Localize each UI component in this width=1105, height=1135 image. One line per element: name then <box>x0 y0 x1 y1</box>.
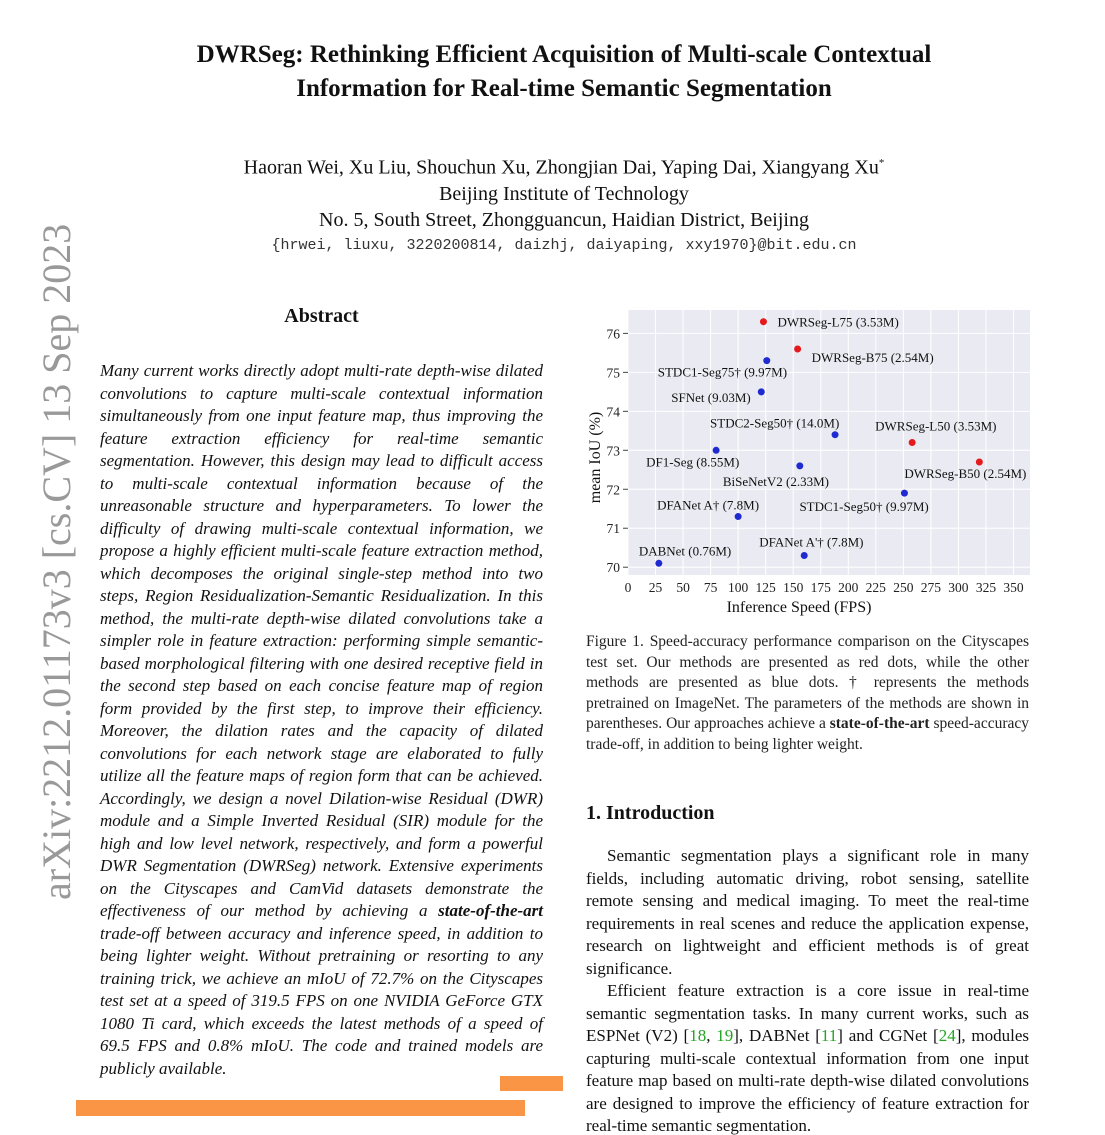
data-point <box>801 552 808 559</box>
data-label: DWRSeg-B75 (2.54M) <box>811 349 934 365</box>
data-label: DFANet A† (7.8M) <box>657 497 760 513</box>
x-tick-label: 125 <box>755 580 776 595</box>
data-label: DWRSeg-L75 (3.53M) <box>777 314 899 330</box>
data-label: STDC1-Seg75† (9.97M) <box>657 364 788 380</box>
y-tick-label: 70 <box>606 560 620 576</box>
intro-paragraph-1: Semantic segmentation plays a significant role in many fields, including automatic driving, robot sensing, satellite remote sensing and medical imaging. To meet the real-time requirements in real scenes and reduce the application expense, research on lightweight and efficient methods is of great significance. <box>586 846 1029 978</box>
data-label: DF1-Seg (8.55M) <box>646 454 740 470</box>
data-point <box>713 447 720 454</box>
y-tick-label: 76 <box>606 326 620 342</box>
data-label: DWRSeg-L50 (3.53M) <box>875 418 997 434</box>
caption-bold-phrase: state-of-the-art <box>829 715 930 732</box>
data-label: DABNet (0.76M) <box>638 543 732 559</box>
x-axis-label: Inference Speed (FPS) <box>726 599 872 616</box>
caption-label: Figure 1. <box>586 633 644 650</box>
section-heading: 1. Introduction <box>586 802 715 824</box>
x-tick-label: 25 <box>648 580 663 595</box>
x-tick-label: 75 <box>703 580 718 595</box>
data-point <box>758 388 765 395</box>
x-tick-label: 200 <box>838 580 859 595</box>
data-point <box>763 357 770 364</box>
corresponding-mark: * <box>878 157 885 169</box>
data-point <box>909 439 916 446</box>
x-tick-label: 350 <box>1003 580 1024 595</box>
figure-caption: Figure 1. Speed-accuracy performance comparison on the Cityscapes test set. Our methods are presented as red dots, while the other methods are presented as blue dots. † represents the methods pretrained on ImageNet. The parameters of the methods are shown in parentheses. Our approaches achieve a state-of-the-art speed-accuracy trade-off, in addition to being lighter weight. <box>586 633 1029 753</box>
x-tick-label: 150 <box>783 580 804 595</box>
data-label: SFNet (9.03M) <box>671 389 751 405</box>
citation-link[interactable]: 11 <box>820 1026 838 1045</box>
x-tick-label: 250 <box>893 580 914 595</box>
data-point <box>735 513 742 520</box>
x-tick-label: 300 <box>948 580 969 595</box>
data-point <box>760 318 767 325</box>
title-line-1: DWRSeg: Rethinking Efficient Acquisition of Multi-scale Contextual <box>196 41 932 68</box>
abstract-heading: Abstract <box>284 305 359 327</box>
author-list: Haoran Wei, Xu Liu, Shouchun Xu, Zhongjian Dai, Yaping Dai, Xiangyang Xu <box>243 156 879 179</box>
citation-link[interactable]: 18 <box>689 1026 707 1045</box>
introduction-text <box>586 845 1029 1135</box>
x-tick-label: 175 <box>810 580 831 595</box>
highlight-mark <box>76 1100 525 1116</box>
y-tick-label: 74 <box>606 404 620 420</box>
data-label: STDC1-Seg50† (9.97M) <box>799 499 929 515</box>
y-tick-label: 72 <box>606 482 620 498</box>
data-point <box>796 462 803 469</box>
y-tick-label: 73 <box>606 443 620 459</box>
abstract-text: Many current works directly adopt multi-rate depth-wise dilated convolutions to capture multi-scale contextual information simultaneously from one input feature map, thus improving the feature extraction efficiency for real-time semantic segmentation. However, this design may lead to difficult access to multi-scale contextual information because of the unreasonable structure and hyperparameters. To lower the difficulty of drawing multi-scale contextual information, we propose a highly efficient multi-scale feature extraction method, which decomposes the original single-step method into two steps, Region Residualization-Semantic Residualization. In this method, the multi-rate depth-wise dilated convolutions take a simpler role in feature extraction: performing simple semantic-based morphological filtering with one desired receptive field in the second step based on each concise feature map of region form provided by the first step, to improve their efficiency. Moreover, the dilation rates and the capacity of dilated convolutions for each network stage are elaborated to fully utilize all the feature maps of region form that can be achieved. Accordingly, we design a novel Dilation-wise Residual (DWR) module and a Simple Inverted Residual (SIR) module for the high and low level network, respectively, and form a powerful DWR Segmentation (DWRSeg) network. Extensive experiments on the Cityscapes and CamVid datasets demonstrate the effectiveness of our method by achieving a state-of-the-art trade-off between accuracy and inference speed, in addition to being lighter weight. Without pretraining or resorting to any training trick, we achieve an mIoU of 72.7% on the Cityscapes test set at a speed of 319.5 FPS on one NVIDIA GeForce GTX 1080 Ti card, which exceeds the latest methods of a speed of 69.5 FPS and 0.8% mIoU. The code and trained models are publicly available. <box>100 361 543 1078</box>
paper-title <box>100 38 1028 106</box>
y-tick-label: 75 <box>606 365 620 381</box>
intro-paragraph-2: Efficient feature extraction is a core issue in real-time semantic segmentation tasks. In many current works, such as ESPNet (V2) [18, 19], DABNet [11] and CGNet [24], modules capturing multi-scale contextual information from one input feature map based on multi-rate depth-wise dilated convolutions are designed to improve the efficiency of feature extraction for real-time semantic segmentation. <box>586 981 1030 1135</box>
x-tick-label: 0 <box>624 580 632 595</box>
data-point <box>901 490 908 497</box>
citation-link[interactable]: 19 <box>716 1026 734 1045</box>
data-point <box>655 560 662 567</box>
data-point <box>794 345 801 352</box>
x-tick-label: 325 <box>975 580 997 595</box>
y-axis-label: mean IoU (%) <box>587 411 604 504</box>
y-tick-label: 71 <box>606 521 620 537</box>
x-tick-label: 275 <box>920 580 942 595</box>
citation-link[interactable]: 24 <box>938 1026 956 1045</box>
arxiv-stamp: arXiv:2212.01173v3 [cs.CV] 13 Sep 2023 <box>34 223 79 900</box>
data-point <box>832 431 839 438</box>
data-label: DFANet A'† (7.8M) <box>759 534 864 550</box>
scatter-plot <box>580 300 1040 625</box>
abstract-bold-phrase: state-of-the-art <box>438 901 543 920</box>
data-point <box>976 458 983 465</box>
x-tick-label: 225 <box>865 580 886 595</box>
author-block <box>100 150 1028 259</box>
x-tick-label: 50 <box>676 580 690 595</box>
data-label: DWRSeg-B50 (2.54M) <box>904 465 1027 481</box>
highlight-mark <box>500 1076 563 1091</box>
title-line-2: Information for Real-time Semantic Segmentation <box>296 75 832 102</box>
x-tick-label: 100 <box>728 580 749 595</box>
figure-1-chart <box>580 300 1040 625</box>
data-label: STDC2-Seg50† (14.0M) <box>710 415 840 431</box>
data-label: BiSeNetV2 (2.33M) <box>722 473 829 489</box>
affiliation: Beijing Institute of Technology <box>439 182 689 205</box>
author-emails: {hrwei, liuxu, 3220200814, daizhj, daiyaping, xxy1970}@bit.edu.cn <box>271 236 857 254</box>
address: No. 5, South Street, Zhongguancun, Haidian District, Beijing <box>319 208 809 231</box>
